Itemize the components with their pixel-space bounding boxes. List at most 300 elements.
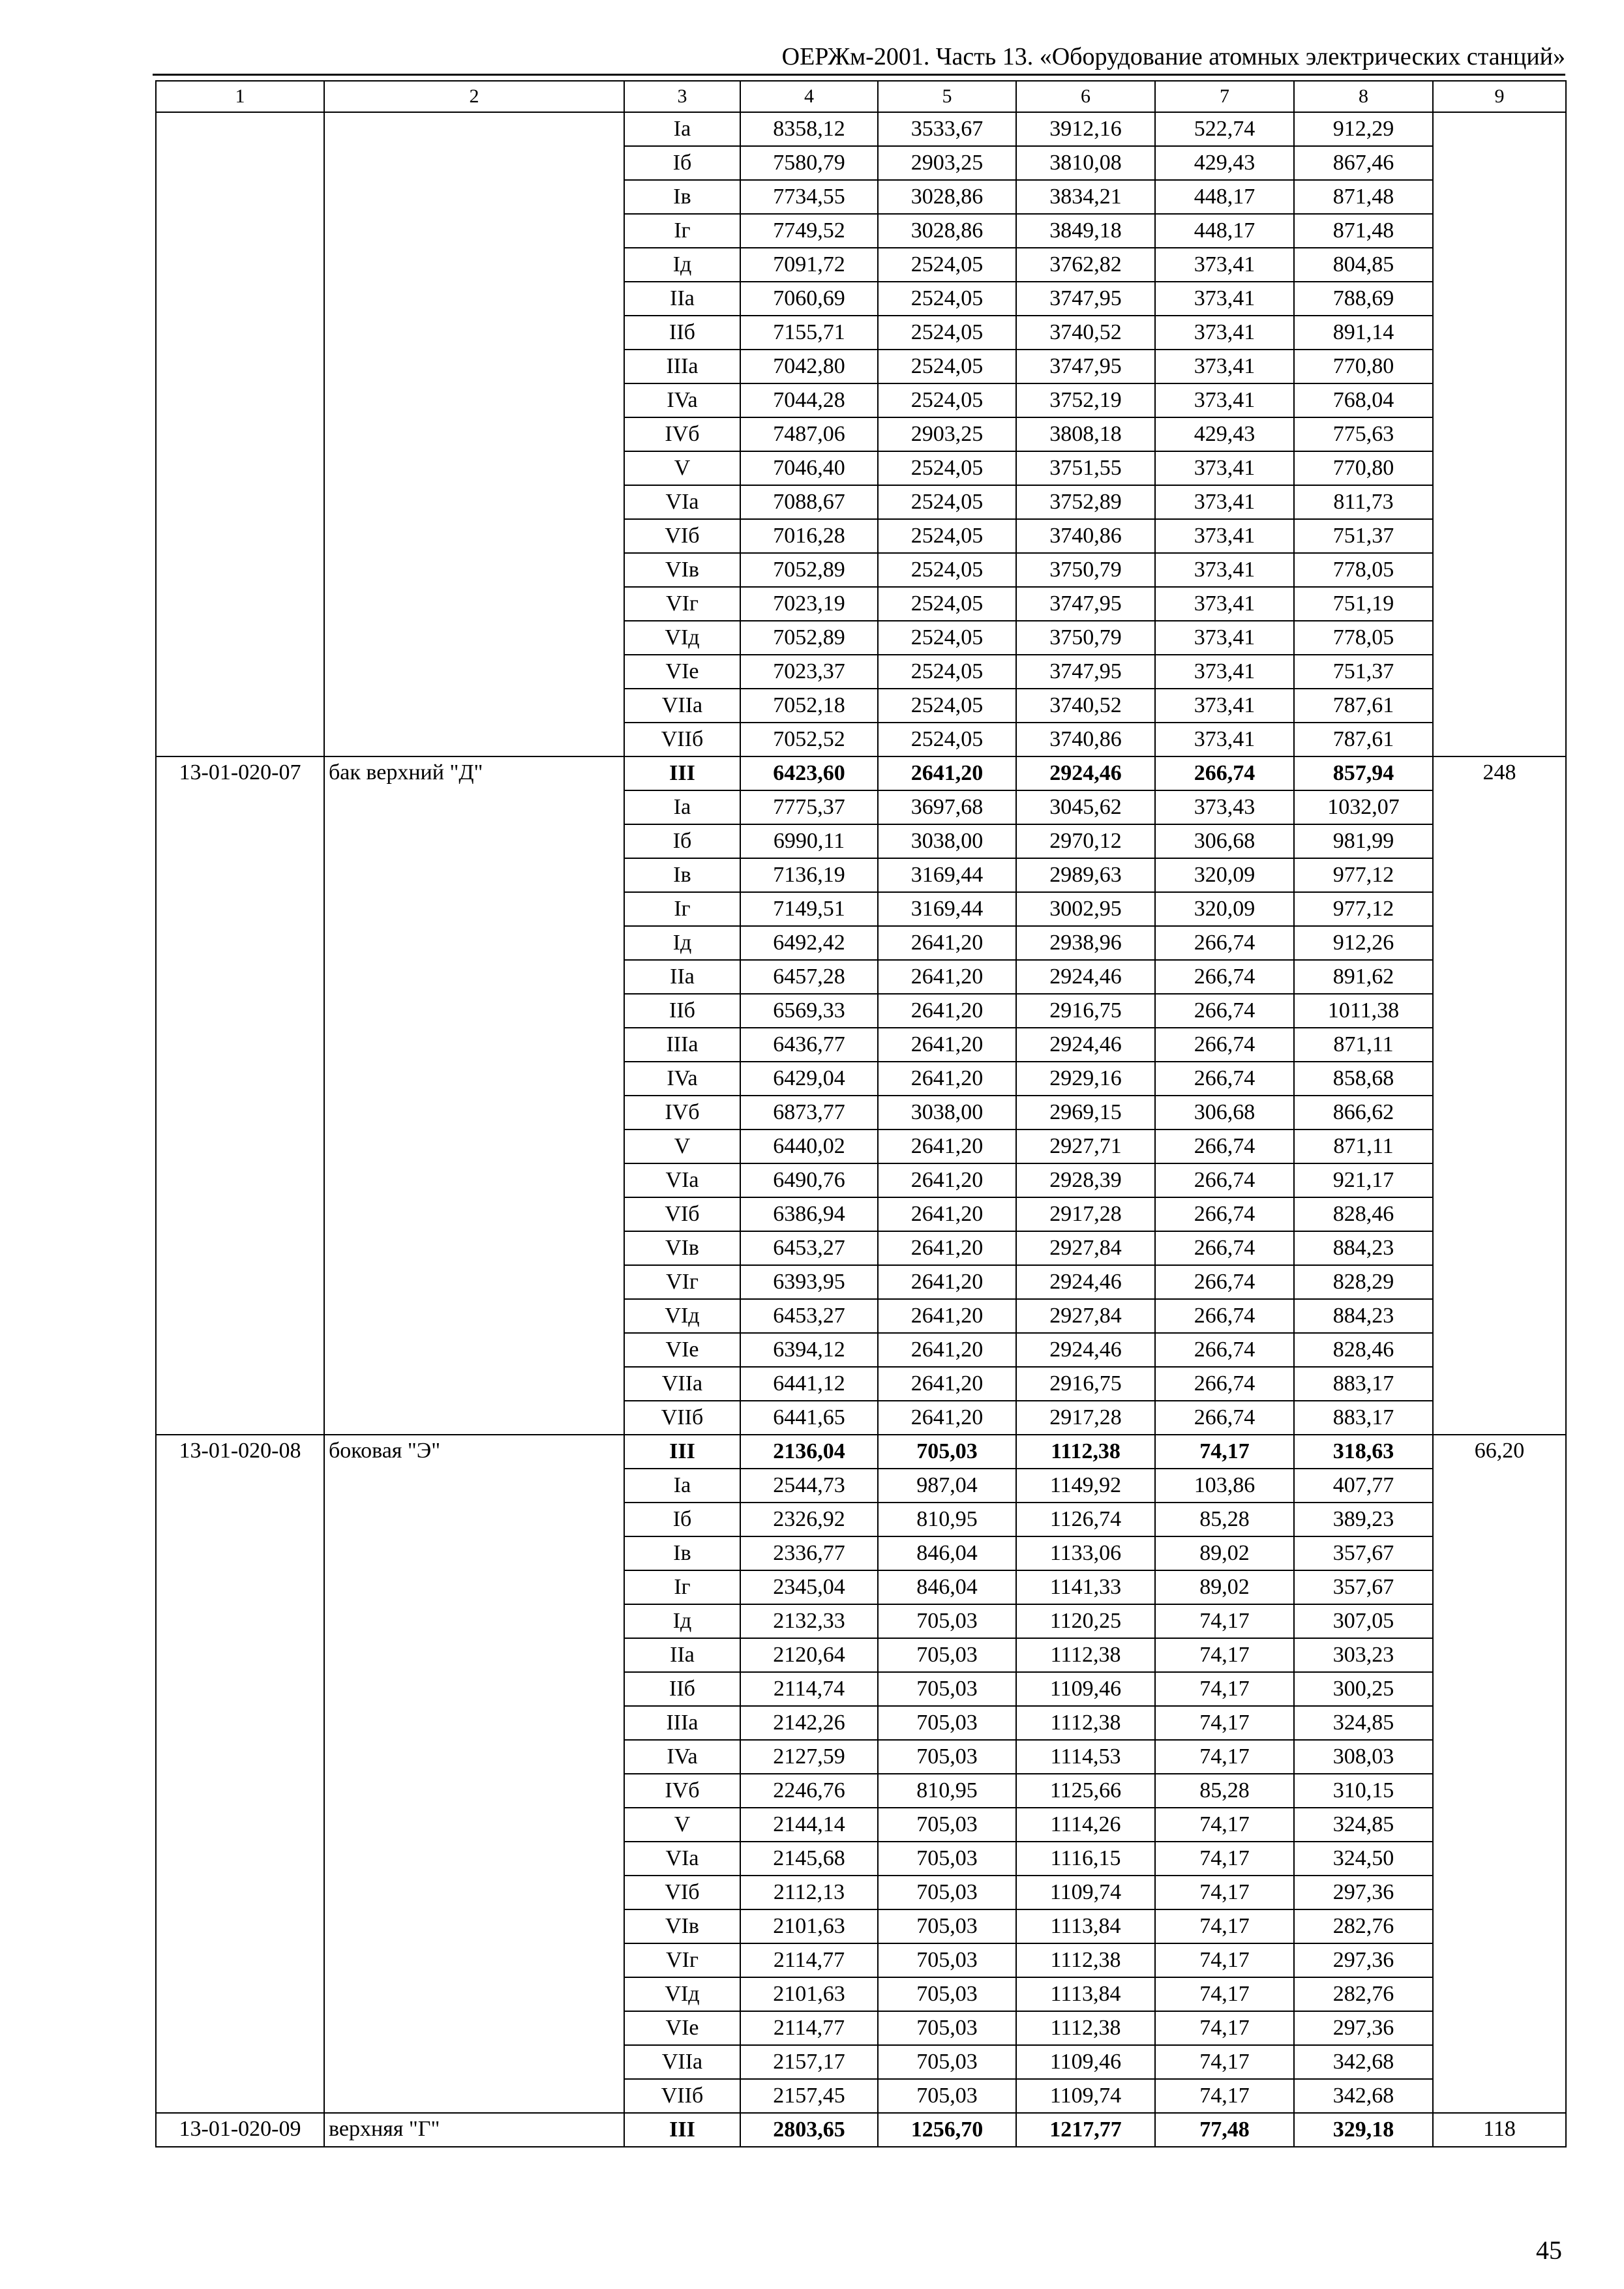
value-cell: 2101,63 bbox=[740, 1909, 878, 1943]
value-cell: 297,36 bbox=[1294, 2011, 1433, 2045]
value-cell: 103,86 bbox=[1155, 1469, 1294, 1503]
zone-cell: VIa bbox=[624, 1163, 740, 1197]
zone-cell: VIв bbox=[624, 1231, 740, 1265]
value-cell: 1125,66 bbox=[1016, 1774, 1155, 1808]
price-table bbox=[155, 80, 1567, 2147]
value-cell: 788,69 bbox=[1294, 282, 1433, 316]
value-cell: 705,03 bbox=[878, 1876, 1016, 1909]
value-cell: 1112,38 bbox=[1016, 1706, 1155, 1740]
value-cell: 7042,80 bbox=[740, 350, 878, 383]
value-cell: 770,80 bbox=[1294, 350, 1433, 383]
value-cell: 6394,12 bbox=[740, 1333, 878, 1367]
value-cell: 2641,20 bbox=[878, 1062, 1016, 1096]
value-cell: 8358,12 bbox=[740, 112, 878, 146]
value-cell: 2641,20 bbox=[878, 1231, 1016, 1265]
value-cell: 768,04 bbox=[1294, 383, 1433, 417]
value-cell: 2145,68 bbox=[740, 1842, 878, 1876]
value-cell: 2641,20 bbox=[878, 1197, 1016, 1231]
value-cell: 2524,05 bbox=[878, 485, 1016, 519]
value-cell: 751,19 bbox=[1294, 587, 1433, 621]
column-number-row bbox=[156, 81, 1566, 112]
value-cell: 2989,63 bbox=[1016, 858, 1155, 892]
value-cell: 3740,86 bbox=[1016, 723, 1155, 756]
value-cell: 871,11 bbox=[1294, 1028, 1433, 1062]
value-cell: 1112,38 bbox=[1016, 1638, 1155, 1672]
value-cell: 2132,33 bbox=[740, 1604, 878, 1638]
value-cell: 2112,13 bbox=[740, 1876, 878, 1909]
value-cell: 3752,19 bbox=[1016, 383, 1155, 417]
zone-cell: VIг bbox=[624, 587, 740, 621]
value-cell: 705,03 bbox=[878, 2011, 1016, 2045]
value-cell: 266,74 bbox=[1155, 1197, 1294, 1231]
value-cell: 266,74 bbox=[1155, 756, 1294, 790]
value-cell: 266,74 bbox=[1155, 926, 1294, 960]
zone-cell: VIIб bbox=[624, 1401, 740, 1435]
value-cell: 2144,14 bbox=[740, 1808, 878, 1842]
value-cell: 7052,18 bbox=[740, 689, 878, 723]
zone-cell: Iв bbox=[624, 1536, 740, 1570]
item-name-cell bbox=[324, 112, 624, 756]
value-cell: 3169,44 bbox=[878, 858, 1016, 892]
column-number-cell: 9 bbox=[1433, 81, 1566, 112]
extra-value-cell: 66,20 bbox=[1433, 1435, 1566, 2113]
value-cell: 2641,20 bbox=[878, 1333, 1016, 1367]
zone-cell: IVa bbox=[624, 1062, 740, 1096]
zone-cell: VIг bbox=[624, 1265, 740, 1299]
value-cell: 300,25 bbox=[1294, 1672, 1433, 1706]
value-cell: 320,09 bbox=[1155, 858, 1294, 892]
zone-cell: III bbox=[624, 2113, 740, 2147]
value-cell: 266,74 bbox=[1155, 1299, 1294, 1333]
value-cell: 373,41 bbox=[1155, 519, 1294, 553]
table-row bbox=[156, 756, 1566, 790]
value-cell: 1032,07 bbox=[1294, 790, 1433, 824]
value-cell: 7060,69 bbox=[740, 282, 878, 316]
extra-value-cell: 118 bbox=[1433, 2113, 1566, 2147]
value-cell: 828,46 bbox=[1294, 1333, 1433, 1367]
value-cell: 3038,00 bbox=[878, 1096, 1016, 1130]
value-cell: 373,41 bbox=[1155, 350, 1294, 383]
value-cell: 804,85 bbox=[1294, 248, 1433, 282]
value-cell: 373,41 bbox=[1155, 723, 1294, 756]
value-cell: 2114,77 bbox=[740, 2011, 878, 2045]
value-cell: 74,17 bbox=[1155, 2079, 1294, 2113]
value-cell: 1113,84 bbox=[1016, 1977, 1155, 2011]
zone-cell: Iг bbox=[624, 892, 740, 926]
value-cell: 828,46 bbox=[1294, 1197, 1433, 1231]
value-cell: 866,62 bbox=[1294, 1096, 1433, 1130]
value-cell: 266,74 bbox=[1155, 1401, 1294, 1435]
value-cell: 2641,20 bbox=[878, 1130, 1016, 1163]
value-cell: 2524,05 bbox=[878, 689, 1016, 723]
value-cell: 74,17 bbox=[1155, 1604, 1294, 1638]
value-cell: 3740,86 bbox=[1016, 519, 1155, 553]
value-cell: 705,03 bbox=[878, 2045, 1016, 2079]
zone-cell: Iд bbox=[624, 1604, 740, 1638]
column-number-cell: 7 bbox=[1155, 81, 1294, 112]
value-cell: 373,41 bbox=[1155, 248, 1294, 282]
zone-cell: VIе bbox=[624, 1333, 740, 1367]
value-cell: 7052,52 bbox=[740, 723, 878, 756]
value-cell: 1114,26 bbox=[1016, 1808, 1155, 1842]
value-cell: 2524,05 bbox=[878, 350, 1016, 383]
zone-cell: VIб bbox=[624, 519, 740, 553]
value-cell: 705,03 bbox=[878, 1706, 1016, 1740]
zone-cell: IIIa bbox=[624, 1028, 740, 1062]
value-cell: 448,17 bbox=[1155, 214, 1294, 248]
value-cell: 1109,74 bbox=[1016, 1876, 1155, 1909]
value-cell: 6393,95 bbox=[740, 1265, 878, 1299]
value-cell: 2524,05 bbox=[878, 723, 1016, 756]
value-cell: 2326,92 bbox=[740, 1503, 878, 1536]
value-cell: 2924,46 bbox=[1016, 756, 1155, 790]
value-cell: 2641,20 bbox=[878, 1367, 1016, 1401]
value-cell: 705,03 bbox=[878, 1638, 1016, 1672]
value-cell: 981,99 bbox=[1294, 824, 1433, 858]
value-cell: 310,15 bbox=[1294, 1774, 1433, 1808]
zone-cell: VIIa bbox=[624, 689, 740, 723]
item-name-cell: бак верхний "Д" bbox=[324, 756, 624, 1435]
value-cell: 7149,51 bbox=[740, 892, 878, 926]
value-cell: 2970,12 bbox=[1016, 824, 1155, 858]
value-cell: 7046,40 bbox=[740, 451, 878, 485]
value-cell: 2157,45 bbox=[740, 2079, 878, 2113]
value-cell: 810,95 bbox=[878, 1774, 1016, 1808]
value-cell: 2524,05 bbox=[878, 587, 1016, 621]
value-cell: 3762,82 bbox=[1016, 248, 1155, 282]
value-cell: 884,23 bbox=[1294, 1231, 1433, 1265]
value-cell: 389,23 bbox=[1294, 1503, 1433, 1536]
value-cell: 6423,60 bbox=[740, 756, 878, 790]
value-cell: 1112,38 bbox=[1016, 1943, 1155, 1977]
item-code-cell: 13-01-020-08 bbox=[156, 1435, 324, 2113]
value-cell: 3810,08 bbox=[1016, 146, 1155, 180]
value-cell: 3169,44 bbox=[878, 892, 1016, 926]
value-cell: 329,18 bbox=[1294, 2113, 1433, 2147]
value-cell: 357,67 bbox=[1294, 1570, 1433, 1604]
value-cell: 2641,20 bbox=[878, 756, 1016, 790]
value-cell: 705,03 bbox=[878, 1808, 1016, 1842]
value-cell: 74,17 bbox=[1155, 1740, 1294, 1774]
value-cell: 871,11 bbox=[1294, 1130, 1433, 1163]
value-cell: 2114,74 bbox=[740, 1672, 878, 1706]
value-cell: 373,41 bbox=[1155, 553, 1294, 587]
zone-cell: Iб bbox=[624, 146, 740, 180]
zone-cell: VIе bbox=[624, 2011, 740, 2045]
zone-cell: IVa bbox=[624, 1740, 740, 1774]
value-cell: 3750,79 bbox=[1016, 553, 1155, 587]
value-cell: 3747,95 bbox=[1016, 587, 1155, 621]
value-cell: 7044,28 bbox=[740, 383, 878, 417]
value-cell: 3740,52 bbox=[1016, 316, 1155, 350]
value-cell: 318,63 bbox=[1294, 1435, 1433, 1469]
table-row bbox=[156, 1435, 1566, 1469]
value-cell: 2929,16 bbox=[1016, 1062, 1155, 1096]
value-cell: 1217,77 bbox=[1016, 2113, 1155, 2147]
value-cell: 1114,53 bbox=[1016, 1740, 1155, 1774]
value-cell: 2524,05 bbox=[878, 282, 1016, 316]
item-code-cell: 13-01-020-09 bbox=[156, 2113, 324, 2147]
value-cell: 1113,84 bbox=[1016, 1909, 1155, 1943]
value-cell: 373,41 bbox=[1155, 621, 1294, 655]
value-cell: 7052,89 bbox=[740, 621, 878, 655]
column-number-cell: 5 bbox=[878, 81, 1016, 112]
value-cell: 324,85 bbox=[1294, 1706, 1433, 1740]
value-cell: 85,28 bbox=[1155, 1503, 1294, 1536]
zone-cell: IVб bbox=[624, 1774, 740, 1808]
value-cell: 282,76 bbox=[1294, 1909, 1433, 1943]
zone-cell: V bbox=[624, 1130, 740, 1163]
zone-cell: Iб bbox=[624, 1503, 740, 1536]
value-cell: 266,74 bbox=[1155, 994, 1294, 1028]
value-cell: 2641,20 bbox=[878, 1401, 1016, 1435]
value-cell: 846,04 bbox=[878, 1536, 1016, 1570]
zone-cell: IIIa bbox=[624, 1706, 740, 1740]
value-cell: 324,85 bbox=[1294, 1808, 1433, 1842]
zone-cell: VIг bbox=[624, 1943, 740, 1977]
value-cell: 883,17 bbox=[1294, 1367, 1433, 1401]
value-cell: 3747,95 bbox=[1016, 350, 1155, 383]
value-cell: 2120,64 bbox=[740, 1638, 878, 1672]
value-cell: 2641,20 bbox=[878, 1265, 1016, 1299]
value-cell: 266,74 bbox=[1155, 1333, 1294, 1367]
page-header-title: ОЕРЖм-2001. Часть 13. «Оборудование атомных электрических станций» bbox=[781, 43, 1565, 70]
value-cell: 3834,21 bbox=[1016, 180, 1155, 214]
value-cell: 266,74 bbox=[1155, 1265, 1294, 1299]
value-cell: 6492,42 bbox=[740, 926, 878, 960]
value-cell: 74,17 bbox=[1155, 1977, 1294, 2011]
value-cell: 2917,28 bbox=[1016, 1197, 1155, 1231]
value-cell: 2641,20 bbox=[878, 994, 1016, 1028]
value-cell: 357,67 bbox=[1294, 1536, 1433, 1570]
value-cell: 429,43 bbox=[1155, 417, 1294, 451]
value-cell: 3697,68 bbox=[878, 790, 1016, 824]
value-cell: 912,26 bbox=[1294, 926, 1433, 960]
value-cell: 6873,77 bbox=[740, 1096, 878, 1130]
value-cell: 373,41 bbox=[1155, 655, 1294, 689]
value-cell: 705,03 bbox=[878, 2079, 1016, 2113]
value-cell: 912,29 bbox=[1294, 112, 1433, 146]
zone-cell: Iд bbox=[624, 248, 740, 282]
value-cell: 2803,65 bbox=[740, 2113, 878, 2147]
zone-cell: Iв bbox=[624, 858, 740, 892]
extra-value-cell: 248 bbox=[1433, 756, 1566, 1435]
value-cell: 74,17 bbox=[1155, 2011, 1294, 2045]
value-cell: 522,74 bbox=[1155, 112, 1294, 146]
item-name-cell: боковая "Э" bbox=[324, 1435, 624, 2113]
zone-cell: III bbox=[624, 1435, 740, 1469]
value-cell: 307,05 bbox=[1294, 1604, 1433, 1638]
value-cell: 373,41 bbox=[1155, 316, 1294, 350]
value-cell: 705,03 bbox=[878, 1977, 1016, 2011]
value-cell: 2524,05 bbox=[878, 383, 1016, 417]
value-cell: 751,37 bbox=[1294, 655, 1433, 689]
value-cell: 871,48 bbox=[1294, 180, 1433, 214]
value-cell: 7052,89 bbox=[740, 553, 878, 587]
value-cell: 2928,39 bbox=[1016, 1163, 1155, 1197]
value-cell: 3751,55 bbox=[1016, 451, 1155, 485]
value-cell: 3747,95 bbox=[1016, 655, 1155, 689]
value-cell: 2336,77 bbox=[740, 1536, 878, 1570]
zone-cell: VIв bbox=[624, 553, 740, 587]
value-cell: 705,03 bbox=[878, 1435, 1016, 1469]
value-cell: 3045,62 bbox=[1016, 790, 1155, 824]
value-cell: 3533,67 bbox=[878, 112, 1016, 146]
value-cell: 6569,33 bbox=[740, 994, 878, 1028]
value-cell: 373,41 bbox=[1155, 451, 1294, 485]
zone-cell: VIIб bbox=[624, 2079, 740, 2113]
value-cell: 3028,86 bbox=[878, 214, 1016, 248]
value-cell: 2114,77 bbox=[740, 1943, 878, 1977]
value-cell: 2917,28 bbox=[1016, 1401, 1155, 1435]
value-cell: 6490,76 bbox=[740, 1163, 878, 1197]
value-cell: 3028,86 bbox=[878, 180, 1016, 214]
zone-cell: Ia bbox=[624, 790, 740, 824]
value-cell: 297,36 bbox=[1294, 1876, 1433, 1909]
value-cell: 6453,27 bbox=[740, 1231, 878, 1265]
value-cell: 2969,15 bbox=[1016, 1096, 1155, 1130]
value-cell: 373,41 bbox=[1155, 383, 1294, 417]
value-cell: 266,74 bbox=[1155, 1062, 1294, 1096]
header-divider bbox=[153, 74, 1565, 76]
value-cell: 2916,75 bbox=[1016, 994, 1155, 1028]
value-cell: 2524,05 bbox=[878, 248, 1016, 282]
value-cell: 2924,46 bbox=[1016, 1265, 1155, 1299]
table-row bbox=[156, 112, 1566, 146]
value-cell: 89,02 bbox=[1155, 1536, 1294, 1570]
value-cell: 1133,06 bbox=[1016, 1536, 1155, 1570]
value-cell: 373,41 bbox=[1155, 282, 1294, 316]
value-cell: 7580,79 bbox=[740, 146, 878, 180]
value-cell: 2916,75 bbox=[1016, 1367, 1155, 1401]
value-cell: 1109,74 bbox=[1016, 2079, 1155, 2113]
value-cell: 6441,12 bbox=[740, 1367, 878, 1401]
value-cell: 987,04 bbox=[878, 1469, 1016, 1503]
value-cell: 7734,55 bbox=[740, 180, 878, 214]
value-cell: 787,61 bbox=[1294, 689, 1433, 723]
value-cell: 2544,73 bbox=[740, 1469, 878, 1503]
value-cell: 2641,20 bbox=[878, 960, 1016, 994]
value-cell: 884,23 bbox=[1294, 1299, 1433, 1333]
value-cell: 2903,25 bbox=[878, 417, 1016, 451]
value-cell: 891,14 bbox=[1294, 316, 1433, 350]
value-cell: 373,41 bbox=[1155, 485, 1294, 519]
value-cell: 883,17 bbox=[1294, 1401, 1433, 1435]
value-cell: 7016,28 bbox=[740, 519, 878, 553]
zone-cell: VIб bbox=[624, 1197, 740, 1231]
zone-cell: VIIб bbox=[624, 723, 740, 756]
zone-cell: VIд bbox=[624, 1977, 740, 2011]
zone-cell: IVб bbox=[624, 1096, 740, 1130]
value-cell: 770,80 bbox=[1294, 451, 1433, 485]
value-cell: 1126,74 bbox=[1016, 1503, 1155, 1536]
value-cell: 811,73 bbox=[1294, 485, 1433, 519]
value-cell: 705,03 bbox=[878, 1909, 1016, 1943]
value-cell: 448,17 bbox=[1155, 180, 1294, 214]
item-name-cell: верхняя "Г" bbox=[324, 2113, 624, 2147]
zone-cell: VIIa bbox=[624, 2045, 740, 2079]
value-cell: 6990,11 bbox=[740, 824, 878, 858]
value-cell: 6436,77 bbox=[740, 1028, 878, 1062]
page-number: 45 bbox=[1536, 2236, 1562, 2265]
value-cell: 306,68 bbox=[1155, 1096, 1294, 1130]
value-cell: 7749,52 bbox=[740, 214, 878, 248]
value-cell: 7091,72 bbox=[740, 248, 878, 282]
value-cell: 3808,18 bbox=[1016, 417, 1155, 451]
value-cell: 2157,17 bbox=[740, 2045, 878, 2079]
zone-cell: VIе bbox=[624, 655, 740, 689]
value-cell: 705,03 bbox=[878, 1740, 1016, 1774]
value-cell: 2924,46 bbox=[1016, 1028, 1155, 1062]
value-cell: 3750,79 bbox=[1016, 621, 1155, 655]
value-cell: 2524,05 bbox=[878, 655, 1016, 689]
zone-cell: IVб bbox=[624, 417, 740, 451]
zone-cell: VIд bbox=[624, 1299, 740, 1333]
value-cell: 1112,38 bbox=[1016, 2011, 1155, 2045]
value-cell: 342,68 bbox=[1294, 2079, 1433, 2113]
value-cell: 891,62 bbox=[1294, 960, 1433, 994]
value-cell: 303,23 bbox=[1294, 1638, 1433, 1672]
value-cell: 306,68 bbox=[1155, 824, 1294, 858]
value-cell: 2903,25 bbox=[878, 146, 1016, 180]
value-cell: 74,17 bbox=[1155, 1808, 1294, 1842]
value-cell: 2641,20 bbox=[878, 926, 1016, 960]
value-cell: 6440,02 bbox=[740, 1130, 878, 1163]
zone-cell: Iг bbox=[624, 1570, 740, 1604]
zone-cell: IVa bbox=[624, 383, 740, 417]
value-cell: 1112,38 bbox=[1016, 1435, 1155, 1469]
table-body bbox=[156, 81, 1566, 2147]
value-cell: 324,50 bbox=[1294, 1842, 1433, 1876]
value-cell: 7088,67 bbox=[740, 485, 878, 519]
zone-cell: Iб bbox=[624, 824, 740, 858]
value-cell: 74,17 bbox=[1155, 1638, 1294, 1672]
zone-cell: IIa bbox=[624, 960, 740, 994]
value-cell: 266,74 bbox=[1155, 1367, 1294, 1401]
value-cell: 89,02 bbox=[1155, 1570, 1294, 1604]
value-cell: 2641,20 bbox=[878, 1163, 1016, 1197]
value-cell: 7023,19 bbox=[740, 587, 878, 621]
zone-cell: VIa bbox=[624, 485, 740, 519]
value-cell: 2927,84 bbox=[1016, 1299, 1155, 1333]
zone-cell: IIб bbox=[624, 1672, 740, 1706]
value-cell: 74,17 bbox=[1155, 2045, 1294, 2079]
value-cell: 2101,63 bbox=[740, 1977, 878, 2011]
zone-cell: VIa bbox=[624, 1842, 740, 1876]
value-cell: 2938,96 bbox=[1016, 926, 1155, 960]
value-cell: 1149,92 bbox=[1016, 1469, 1155, 1503]
value-cell: 2524,05 bbox=[878, 519, 1016, 553]
zone-cell: VIIa bbox=[624, 1367, 740, 1401]
table-row bbox=[156, 2113, 1566, 2147]
value-cell: 282,76 bbox=[1294, 1977, 1433, 2011]
value-cell: 2136,04 bbox=[740, 1435, 878, 1469]
value-cell: 6441,65 bbox=[740, 1401, 878, 1435]
value-cell: 266,74 bbox=[1155, 1028, 1294, 1062]
zone-cell: V bbox=[624, 1808, 740, 1842]
value-cell: 2524,05 bbox=[878, 621, 1016, 655]
value-cell: 977,12 bbox=[1294, 858, 1433, 892]
value-cell: 3740,52 bbox=[1016, 689, 1155, 723]
value-cell: 2641,20 bbox=[878, 1299, 1016, 1333]
value-cell: 342,68 bbox=[1294, 2045, 1433, 2079]
value-cell: 74,17 bbox=[1155, 1943, 1294, 1977]
value-cell: 2524,05 bbox=[878, 316, 1016, 350]
value-cell: 828,29 bbox=[1294, 1265, 1433, 1299]
value-cell: 373,41 bbox=[1155, 587, 1294, 621]
value-cell: 1120,25 bbox=[1016, 1604, 1155, 1638]
value-cell: 2924,46 bbox=[1016, 1333, 1155, 1367]
